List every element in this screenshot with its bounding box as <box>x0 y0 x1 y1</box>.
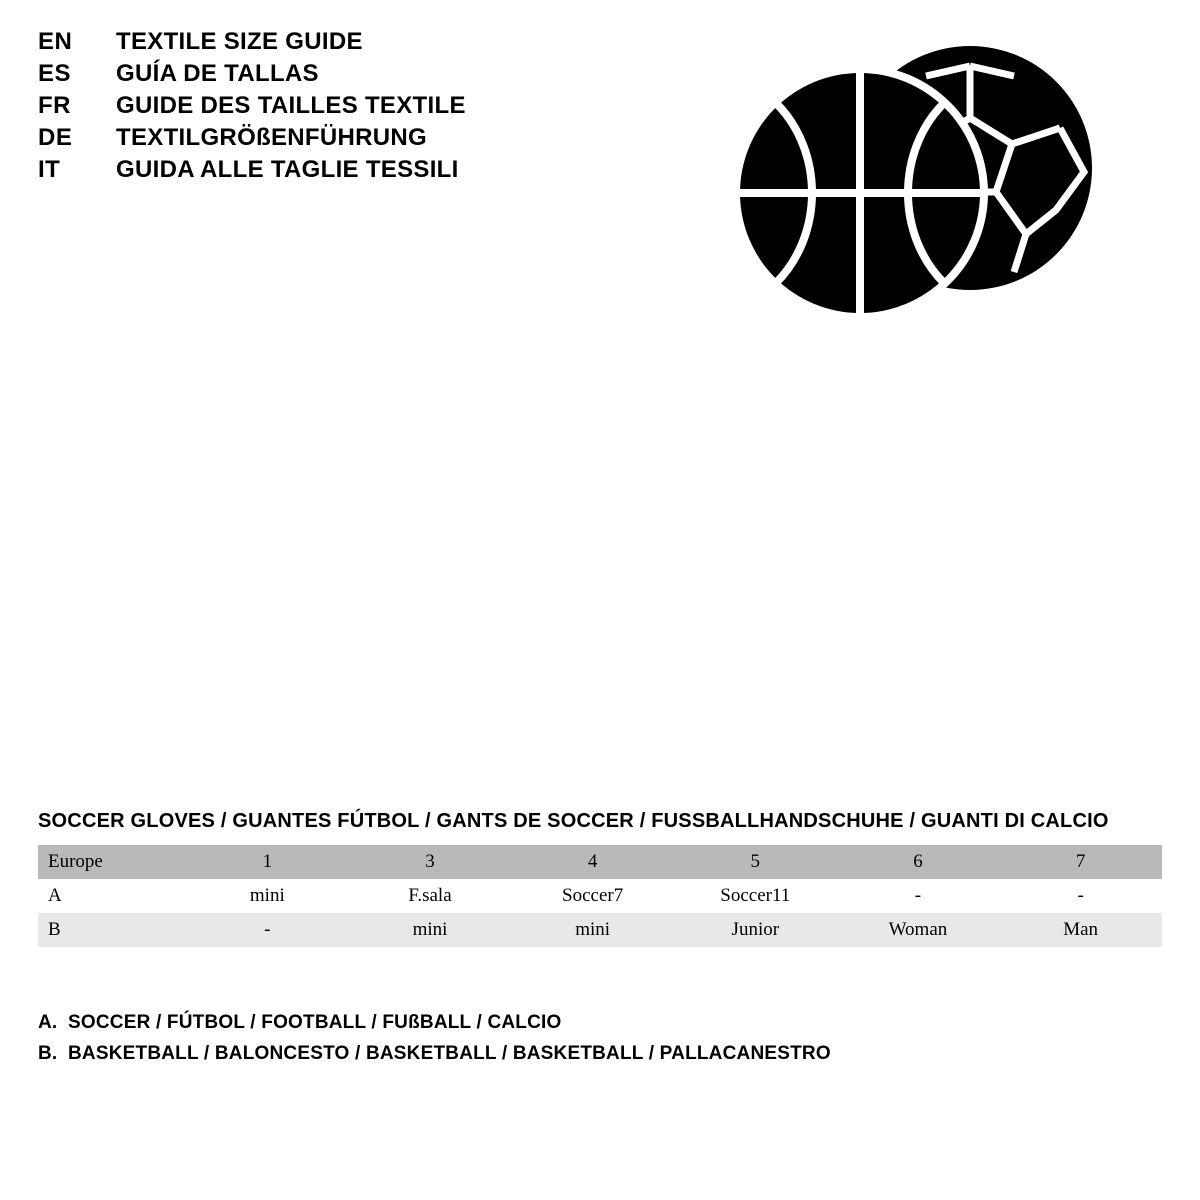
legend-key-b: B. <box>38 1043 58 1064</box>
legend-block <box>38 1012 831 1074</box>
table-cell-a-3: F.sala <box>408 885 452 906</box>
language-code-it: IT <box>38 156 61 183</box>
table-title: SOCCER GLOVES / GUANTES FÚTBOL / GANTS DE SOCCER / FUSSBALLHANDSCHUHE / GUANTI DI CALCIO <box>38 810 1109 832</box>
language-text-it: GUIDA ALLE TAGLIE TESSILI <box>116 156 459 183</box>
table-cell-a-1: mini <box>249 885 285 906</box>
table-header-cell-3: 3 <box>425 851 435 872</box>
legend-row-a <box>38 1012 831 1043</box>
table-header-cell-europe: Europe <box>48 851 103 872</box>
table-header-cell-4: 4 <box>587 851 598 872</box>
table-cell-b-1: - <box>264 919 271 940</box>
language-code-en: EN <box>38 28 73 55</box>
language-row-de <box>38 124 466 156</box>
table-cell-a-4: Soccer7 <box>562 885 624 906</box>
language-text-de: TEXTILGRÖßENFÜHRUNG <box>116 124 428 151</box>
language-row-fr <box>38 92 466 124</box>
table-cell-b-6: Woman <box>888 919 948 940</box>
table-row-label-a: A <box>48 885 62 906</box>
basketball-icon <box>732 65 988 321</box>
soccer-gloves-table-section <box>38 810 1166 947</box>
table-row-label-b: B <box>48 919 61 940</box>
legend-text-a: SOCCER / FÚTBOL / FOOTBALL / FUßBALL / CALCIO <box>68 1012 562 1033</box>
table-header-cell-5: 5 <box>750 851 761 872</box>
language-text-en: TEXTILE SIZE GUIDE <box>116 28 363 55</box>
table-row <box>38 879 1162 913</box>
legend-text-b: BASKETBALL / BALONCESTO / BASKETBALL / BASKETBALL / PALLACANESTRO <box>68 1043 831 1064</box>
table-cell-b-5: Junior <box>731 919 780 940</box>
legend-key-a: A. <box>38 1012 58 1033</box>
table-cell-b-7: Man <box>1063 919 1099 940</box>
table-cell-b-3: mini <box>412 919 448 940</box>
language-row-en <box>38 28 466 60</box>
size-table <box>38 845 1162 947</box>
balls-illustration <box>720 40 1100 330</box>
language-row-it <box>38 156 466 188</box>
table-header-cell-6: 6 <box>913 851 923 872</box>
table-cell-a-5: Soccer11 <box>720 885 791 906</box>
language-row-es <box>38 60 466 92</box>
table-cell-b-4: mini <box>575 919 611 940</box>
table-header-row <box>38 845 1162 879</box>
language-code-de: DE <box>38 124 73 151</box>
legend-row-b <box>38 1043 831 1074</box>
language-title-block <box>38 28 466 188</box>
language-code-fr: FR <box>38 92 71 119</box>
table-cell-a-6: - <box>914 885 922 906</box>
table-row <box>38 913 1162 947</box>
language-text-es: GUÍA DE TALLAS <box>116 60 319 87</box>
table-header-cell-7: 7 <box>1075 851 1086 872</box>
language-text-fr: GUIDE DES TAILLES TEXTILE <box>116 92 466 119</box>
table-cell-a-7: - <box>1077 885 1084 906</box>
table-header-cell-1: 1 <box>262 851 273 872</box>
language-code-es: ES <box>38 60 72 87</box>
